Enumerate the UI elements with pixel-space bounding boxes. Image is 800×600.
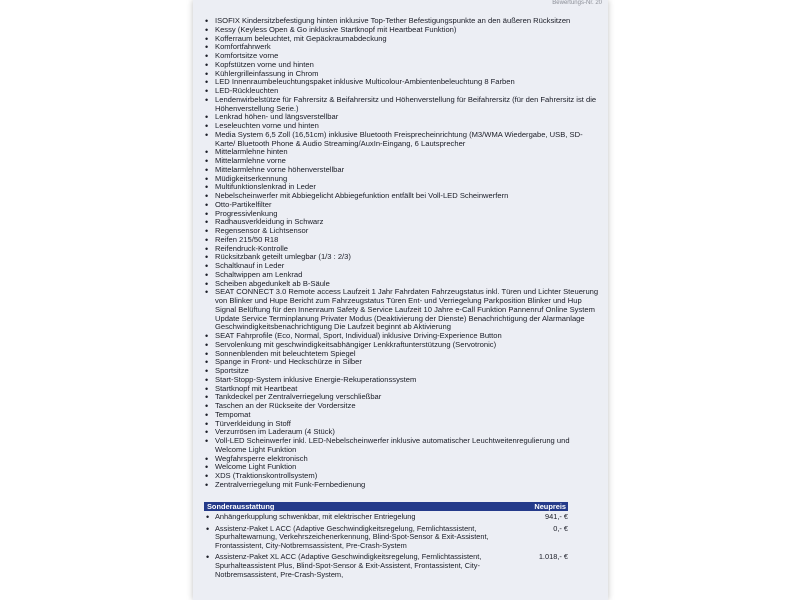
feature-item: • Sportsitze (204, 367, 601, 376)
feature-item: • Leseleuchten vorne und hinten (204, 122, 601, 131)
feature-item: • Progressivlenkung (204, 210, 601, 219)
feature-item: • ISOFIX Kindersitzbefestigung hinten inklusive Top-Tether Befestigungspunkte an den äußeren Rücksitzen (204, 17, 601, 26)
feature-item: • Türverkleidung in Stoff (204, 420, 601, 429)
evaluation-number: Bewertungs-Nr. 20 (552, 0, 602, 6)
document-page (193, 0, 608, 600)
feature-item: • Nebelscheinwerfer mit Abbiegelicht Abbiegefunktion entfällt bei Voll-LED Scheinwerfern (204, 192, 601, 201)
extra-price: 1.018,- € (538, 552, 568, 562)
feature-item: • Sonnenblenden mit beleuchtetem Spiegel (204, 350, 601, 359)
feature-item: • Mittelarmlehne vorne (204, 157, 601, 166)
price-column-header: Neupreis (534, 502, 566, 511)
feature-item: • XDS (Traktionskontrollsystem) (204, 472, 601, 481)
feature-item: • Voll-LED Scheinwerfer inkl. LED-Nebelscheinwerfer inklusive automatischer Leuchtweitenregulierung und Welcome Light Funktion (204, 437, 601, 455)
extra-price: 941,- € (544, 512, 568, 521)
feature-item: • Tempomat (204, 411, 601, 420)
feature-item: • Schaltknauf in Leder (204, 262, 601, 271)
feature-item: • Scheiben abgedunkelt ab B-Säule (204, 280, 601, 289)
feature-item: • Welcome Light Funktion (204, 463, 601, 472)
feature-item: • Kofferraum beleuchtet, mit Gepäckraumabdeckung (204, 35, 601, 44)
feature-item: • Rücksitzbank geteilt umlegbar (1/3 : 2/3) (204, 253, 601, 262)
feature-item: • Radhausverkleidung in Schwarz (204, 218, 601, 227)
feature-item: • Spange in Front- und Heckschürze in Silber (204, 358, 601, 367)
extra-item (204, 525, 568, 551)
feature-item: • Servolenkung mit geschwindigkeitsabhängiger Lenkkraftunterstützung (Servotronic) (204, 341, 601, 350)
feature-item: • Multifunktionslenkrad in Leder (204, 183, 601, 192)
feature-item: • Kessy (Keyless Open & Go inklusive Startknopf mit Heartbeat Funktion) (204, 26, 601, 35)
extra-description: • Assistenz-Paket XL ACC (Adaptive Geschwindigkeitsregelung, Fernlichtassistent, Spurhalteassistent Plus, Blind-Spot-Sensor & Exit-Assistent, Frontassistent, City-Notbremsassistent, Pre-Crash-System, (204, 553, 515, 579)
feature-item: • SEAT Fahrprofile (Eco, Normal, Sport, Individual) inklusive Driving-Experience Button (204, 332, 601, 341)
feature-item: • Kühlergrilleinfassung in Chrom (204, 70, 601, 79)
feature-item: • Komfortsitze vorne (204, 52, 601, 61)
feature-item: • Müdigkeitserkennung (204, 175, 601, 184)
feature-item: • Regensensor & Lichtsensor (204, 227, 601, 236)
feature-item: • Tankdeckel per Zentralverriegelung verschließbar (204, 393, 601, 402)
extra-price: 0,- € (553, 523, 568, 533)
section-title: Sonderausstattung (207, 502, 275, 511)
special-equipment-list (204, 513, 568, 582)
feature-item: • Wegfahrsperre elektronisch (204, 455, 601, 464)
feature-item: • Otto-Partikelfilter (204, 201, 601, 210)
feature-item: • Zentralverriegelung mit Funk-Fernbedienung (204, 481, 601, 490)
feature-item: • Reifen 215/50 R18 (204, 236, 601, 245)
feature-item: • Startknopf mit Heartbeat (204, 385, 601, 394)
feature-item: • Kopfstützen vorne und hinten (204, 61, 601, 70)
feature-item: • SEAT CONNECT 3.0 Remote access Laufzeit 1 Jahr Fahrdaten Fahrzeugstatus inkl. Türen und Lichter Steuerung von Blinker und Hupe Bericht zum Fahrzeugstatus Türen Ent- und Verriegelung Parkposition Blinker und Hup Signal Belüftung für den Innenraum Safety & Service Laufzeit 10 Jahre e-Call Funktion Pannenruf Online System Update Service Terminplanung Privater Modus (Deaktivierung der Dienste) Benachrichtigung der Alarmanlage Geschwindigkeitsbenachrichtigung Die Laufzeit beginnt ab Aktivierung (204, 288, 601, 332)
feature-item: • Komfortfahrwerk (204, 43, 601, 52)
extra-description: • Anhängerkupplung schwenkbar, mit elektrischer Entriegelung (204, 513, 515, 522)
feature-item: • LED Innenraumbeleuchtungspaket inklusive Multicolour-Ambientenbeleuchtung 8 Farben (204, 78, 601, 87)
feature-item: • Lenkrad höhen- und längsverstellbar (204, 113, 601, 122)
feature-item: • Mittelarmlehne vorne höhenverstellbar (204, 166, 601, 175)
feature-item: • Media System 6,5 Zoll (16,51cm) inklusive Bluetooth Freisprecheinrichtung (M3/WMA Wiedergabe, USB, SD-Karte/ Bluetooth Phone & Audio Streaming/AuxIn-Eingang, 6 Lautsprecher (204, 131, 601, 149)
standard-equipment-list (204, 17, 601, 490)
feature-item: • Taschen an der Rückseite der Vordersitze (204, 402, 601, 411)
feature-item: • Reifendruck-Kontrolle (204, 245, 601, 254)
feature-item: • Schaltwippen am Lenkrad (204, 271, 601, 280)
feature-item: • Verzurrösen im Laderaum (4 Stück) (204, 428, 601, 437)
feature-item: • LED-Rückleuchten (204, 87, 601, 96)
extra-item (204, 513, 568, 522)
special-equipment-header (204, 502, 568, 511)
feature-item: • Mittelarmlehne hinten (204, 148, 601, 157)
feature-item: • Lendenwirbelstütze für Fahrersitz & Beifahrersitz und Höhenverstellung für Beifahrersitz (für den Fahrersitz ist die Höhenverstellung Serie.) (204, 96, 601, 114)
feature-item: • Start-Stopp-System inklusive Energie-Rekuperationssystem (204, 376, 601, 385)
extra-item (204, 553, 568, 579)
extra-description: • Assistenz-Paket L ACC (Adaptive Geschwindigkeitsregelung, Fernlichtassistent, Spurhaltewarnung, Verkehrszeichenerkennung, Blind-Spot-Sensor & Exit-Assistent, Frontassistent, City-Notbremsassistent, Pre-Crash-System (204, 525, 515, 551)
